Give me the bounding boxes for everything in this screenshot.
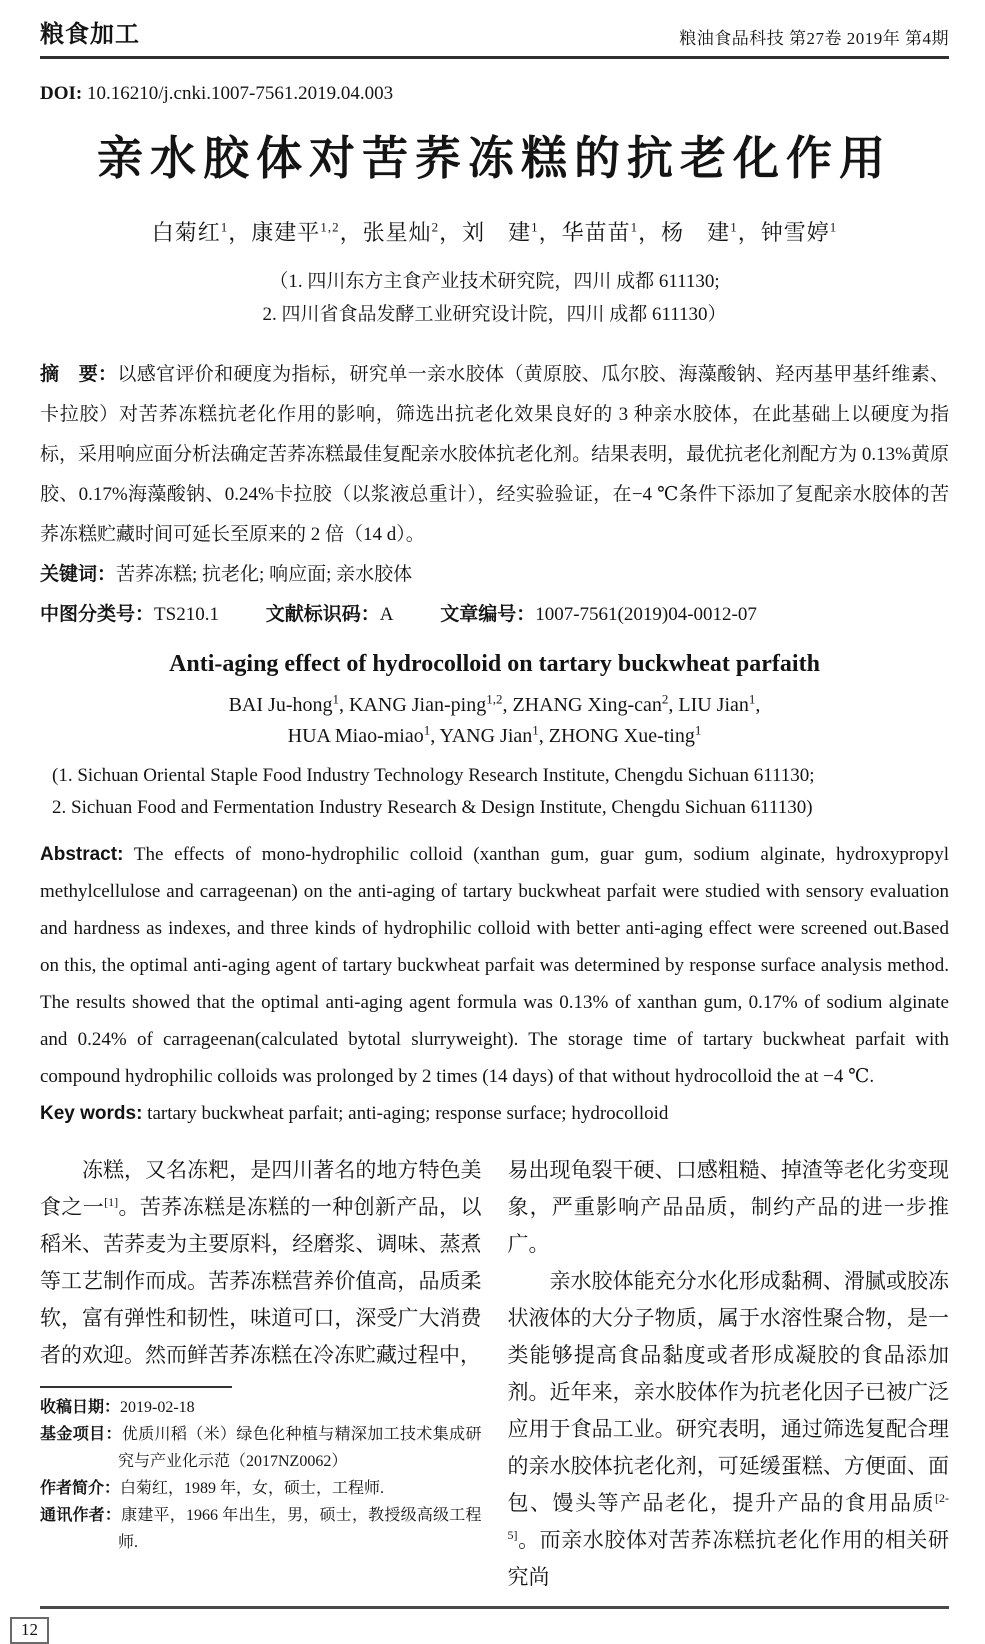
author-name: LIU Jian [678,693,749,716]
body-paragraph: 冻糕，又名冻粑，是四川著名的地方特色美食之一[1]。苦荞冻糕是冻糕的一种创新产品，以稻米、苦荞麦为主要原料，经磨浆、调味、蒸煮等工艺制作而成。苦荞冻糕营养价值高，品质柔软，富有弹性和韧性，味道可口，深受广大消费者的欢迎。然而鲜苦荞冻糕在冷冻贮藏过程中， [40,1157,482,1367]
abstract-cn-label: 摘 要： [40,363,118,385]
abstract-en-label: Abstract: [40,843,124,865]
author-sup: 1,2 [486,691,503,707]
author-sup: 1 [332,691,339,707]
author-sup: 1 [829,219,838,235]
right-column [508,1152,950,1596]
author-sup: 1 [694,722,702,738]
left-column [40,1152,482,1596]
author-separator: ， [228,219,252,245]
article-title-en: Anti-aging effect of hydrocolloid on tartary buckwheat parfaith [169,650,820,677]
footnote-item [40,1475,482,1502]
author-sup: 1 [630,219,639,235]
keywords-cn-text: 苦荞冻糕; 抗老化; 响应面; 亲水胶体 [116,563,413,585]
authors-cn [40,216,949,247]
bottom-rule [40,1606,949,1609]
author-separator: ， [339,219,363,245]
footnote-label: 基金项目： [40,1425,122,1443]
authors-en [40,690,949,752]
author-name: HUA Miao-miao [287,724,424,747]
affiliation-en-2: 2. Sichuan Food and Fermentation Industry Research & Design Institute, Chengdu Sichuan 611130) [52,796,813,818]
affiliations-cn [40,265,949,331]
page-header [40,14,949,59]
footnote-text: 康建平，1966 年出生，男，硕士，教授级高级工程师. [118,1506,482,1551]
author-name: 白菊红 [151,219,221,245]
author-separator: ， [538,219,562,245]
clc-label: 中图分类号： [40,603,155,625]
doc-code-label: 文献标识码： [265,603,380,625]
authors-en-line [40,690,949,721]
author-separator: , [430,724,440,747]
keywords-cn-label: 关键词： [40,563,117,585]
affiliation-cn-2: 2. 四川省食品发酵工业研究设计院，四川 成都 611130） [262,303,727,325]
author-sup: 1 [423,722,431,738]
author-name: 杨 建 [661,219,731,245]
footnotes [40,1394,482,1556]
author-separator: , [538,724,549,747]
author-name: 康建平 [251,219,321,245]
author-name: ZHANG Xing-can [512,693,662,716]
footnote-divider [40,1386,232,1388]
body-columns [40,1152,949,1596]
article-title-cn: 亲水胶体对苦荞冻糕的抗老化作用 [97,133,892,184]
abstract-en [40,836,949,1095]
affiliation-cn-1: （1. 四川东方主食产业技术研究院，四川 成都 611130; [269,270,720,292]
abstract-cn-text: 以感官评价和硬度为指标，研究单一亲水胶体（黄原胶、瓜尔胶、海藻酸钠、羟丙基甲基纤维素、卡拉胶）对苦荞冻糕抗老化作用的影响，筛选出抗老化效果良好的 3 种亲水胶体，在此基础上以硬度为指标，采用响应面分析法确定苦荞冻糕最佳复配亲水胶体抗老化剂。结果表明，最优抗老化剂配方为 0.13%黄原胶、0.17%海藻酸钠、0.24%卡拉胶（以浆液总重计），经实验验证，在−4 ℃条件下添加了复配亲水胶体的苦荞冻糕贮藏时间可延长至原来的 2 倍（14 d）。 [40,363,949,545]
author-name: KANG Jian-ping [348,693,487,716]
keywords-en [40,1095,949,1132]
author-sup: 1 [531,219,539,235]
author-sup: 1,2 [320,219,340,235]
author-separator: ， [737,219,761,245]
author-sup: 1 [748,691,756,707]
keywords-cn [40,555,949,595]
footnote-label: 通讯作者： [40,1506,122,1524]
author-separator: , [668,693,679,716]
abstract-cn [40,355,949,555]
author-separator: , [338,693,349,716]
author-separator: ， [638,219,662,245]
author-sup: 1 [532,722,539,738]
footnote-text: 白菊红，1989 年，女，硕士，工程师. [120,1479,385,1497]
author-name: YANG Jian [439,724,533,747]
footnote-item [40,1421,482,1475]
keywords-en-label: Key words: [40,1102,143,1124]
author-separator: , [755,693,761,716]
doi-line [40,83,949,105]
footnote-label: 作者简介： [40,1479,121,1497]
clc-value: TS210.1 [154,603,219,625]
body-paragraph: 易出现龟裂干硬、口感粗糙、掉渣等老化劣变现象，严重影响产品品质，制约产品的进一步推广。 [507,1157,949,1256]
doc-code-value: A [379,603,394,625]
doi-label: DOI: [40,83,83,104]
author-name: ZHONG Xue-ting [548,724,695,747]
author-separator: ， [439,219,463,245]
abstract-en-text: The effects of mono-hydrophilic colloid (xanthan gum, guar gum, sodium alginate, hydroxypropyl methylcellulose and carrageenan) on the anti-aging of tartary buckwheat parfait were studied with sensory evaluation and hardness as indexes, and three kinds of hydrophilic colloid with better anti-aging effect were screened out.Based on this, the optimal anti-aging agent of tartary buckwheat parfait was determined by response surface analysis method. The results showed that the optimal anti-aging agent formula was 0.13% of xanthan gum, 0.17% of sodium alginate and 0.24% of carrageenan(calculated bytotal slurryweight). The storage time of tartary buckwheat parfait with compound hydrophilic colloids was prolonged by 2 times (14 days) of that without hydrocolloid the at −4 ℃. [40,843,949,1087]
citation-sup: [1] [104,1194,119,1209]
footnote-item [40,1502,482,1556]
author-name: 钟雪婷 [760,219,830,245]
author-sup: 2 [661,691,669,707]
article-id-label: 文章编号： [440,603,536,625]
citation-sup: [2-5] [507,1490,949,1542]
body-paragraph: 亲水胶体能充分水化形成黏稠、滑腻或胶冻状液体的大分子物质，属于水溶性聚合物，是一类能够提高食品黏度或者形成凝胶的食品添加剂。近年来，亲水胶体作为抗老化因子已被广泛应用于食品工业。研究表明，通过筛选复配合理的亲水胶体抗老化剂，可延缓蛋糕、方便面、面包、馒头等产品老化，提升产品的食用品质[2-5]。而亲水胶体对苦荞冻糕抗老化作用的相关研究尚 [507,1268,949,1589]
keywords-en-text: tartary buckwheat parfait; anti-aging; response surface; hydrocolloid [142,1102,669,1124]
author-sup: 2 [431,219,440,235]
section-title: 粮食加工 [40,21,140,48]
author-separator: , [502,693,513,716]
author-sup: 1 [220,219,229,235]
author-name: 刘 建 [462,219,532,245]
footnote-text: 优质川稻（米）绿色化种植与精深加工技术集成研究与产业化示范（2017NZ0062） [118,1425,482,1470]
doi-value: 10.16210/j.cnki.1007-7561.2019.04.003 [86,83,394,104]
page-number: 12 [10,1617,49,1644]
affiliations-en [40,760,949,824]
classification-line [40,595,949,635]
footnote-item [40,1394,482,1421]
article-id-value: 1007-7561(2019)04-0012-07 [535,603,757,625]
author-name: 张星灿 [362,219,432,245]
author-sup: 1 [730,219,738,235]
author-name: BAI Ju-hong [228,693,333,716]
footnote-text: 2019-02-18 [120,1398,195,1416]
affiliation-en-1: (1. Sichuan Oriental Staple Food Industry Technology Research Institute, Chengdu Sichuan 611130; [52,764,815,786]
footnote-label: 收稿日期： [40,1398,121,1416]
journal-issue: 粮油食品科技 第27卷 2019年 第4期 [679,29,949,48]
author-name: 华苗苗 [561,219,631,245]
authors-en-line [40,721,949,752]
